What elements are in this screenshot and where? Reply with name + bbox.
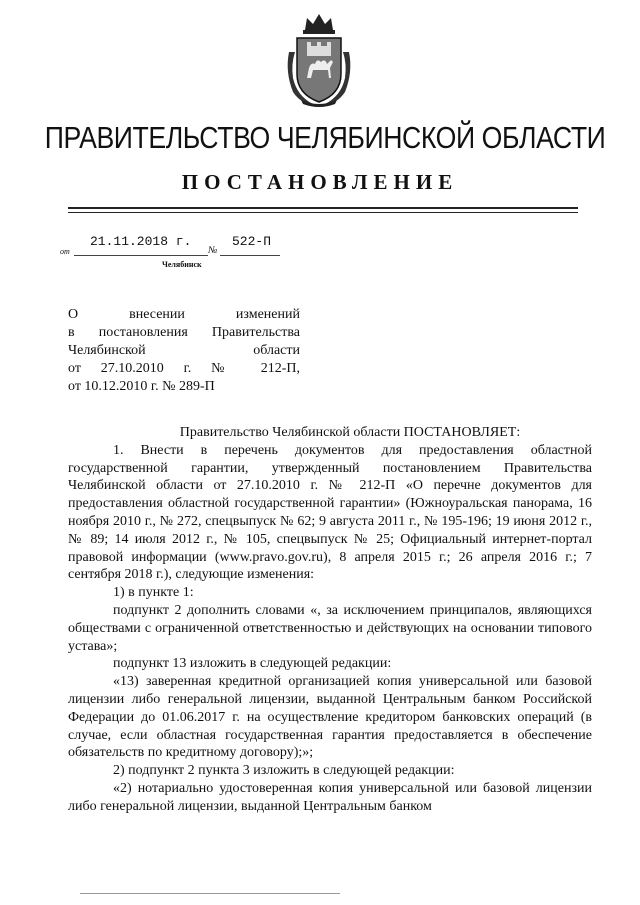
number-value: 522-П — [232, 234, 272, 249]
body-paragraph: 2) подпункт 2 пункта 3 изложить в следующей редакции: — [113, 763, 455, 779]
subject-line: О внесении изменений — [68, 307, 300, 322]
preamble: Правительство Челябинской области ПОСТАНОВЛЯЕТ: — [179, 425, 521, 440]
city-name: Челябинск — [162, 260, 202, 269]
subject-line: от 10.12.2010 г. № 289-П — [68, 379, 215, 394]
government-title: ПРАВИТЕЛЬСТВО ЧЕЛЯБИНСКОЙ ОБЛАСТИ — [44, 120, 606, 155]
subject-line: Челябинской области — [68, 343, 300, 358]
body-paragraph: 1) в пункте 1: — [113, 585, 194, 601]
date-label: от — [60, 247, 70, 256]
subject-line: от 27.10.2010 г. № 212-П, — [68, 361, 300, 376]
header-rule-thick — [68, 207, 578, 209]
date-value: 21.11.2018 г. — [90, 234, 192, 249]
document-body — [68, 424, 592, 816]
footer-rule — [80, 893, 340, 894]
date-underline — [74, 255, 208, 256]
number-underline — [220, 255, 280, 256]
header-rule-thin — [68, 212, 578, 213]
document-meta — [60, 234, 360, 274]
number-label: № — [208, 245, 218, 256]
body-paragraph: 1. Внести в перечень документов для предоставления областной государственной гарантии, утвержденный постановлением Правительства Челябинской области от 27.10.2010 г. № 212-П «О перечне документов для предоставления областной государственной гарантии» (Южноуральская панорама, 16 ноября 2010 г., № 272, спецвыпуск № 62; 9 августа 2011 г., № 195-196; 19 июня 2012 г., № 89; 14 июля 2012 г., № 105, спецвыпуск № 25; Официальный интернет-портал правовой информации (www.pravo.gov.ru), 8 апреля 2015 г.; 26 апреля 2016 г.; 7 сентября 2018 г.), следующие изменения: — [68, 442, 592, 583]
document-subject — [68, 306, 300, 396]
body-paragraph: «13) заверенная кредитной организацией копия универсальной или базовой лицензии либо генеральной лицензии, выданной Центральным банком Российской Федерации до 01.06.2017 г. на осуществление кредитором банковских операций (в случае, если областная государственная гарантия предоставляется в обеспечение обязательств по кредитному договору);»; — [68, 674, 592, 761]
subject-line: в постановления Правительства — [68, 325, 300, 340]
document-type-title: ПОСТАНОВЛЕНИЕ — [181, 170, 459, 194]
body-paragraph: подпункт 2 дополнить словами «, за исключением принципалов, являющихся обществами с ограниченной ответственностью и действующих на основании типового устава»; — [68, 602, 592, 654]
coat-of-arms-icon — [283, 12, 355, 108]
body-paragraph: «2) нотариально удостоверенная копия универсальной или базовой лицензии либо генеральной лицензии, выданной Центральным банком — [68, 780, 592, 814]
body-paragraph: подпункт 13 изложить в следующей редакции: — [113, 656, 392, 672]
